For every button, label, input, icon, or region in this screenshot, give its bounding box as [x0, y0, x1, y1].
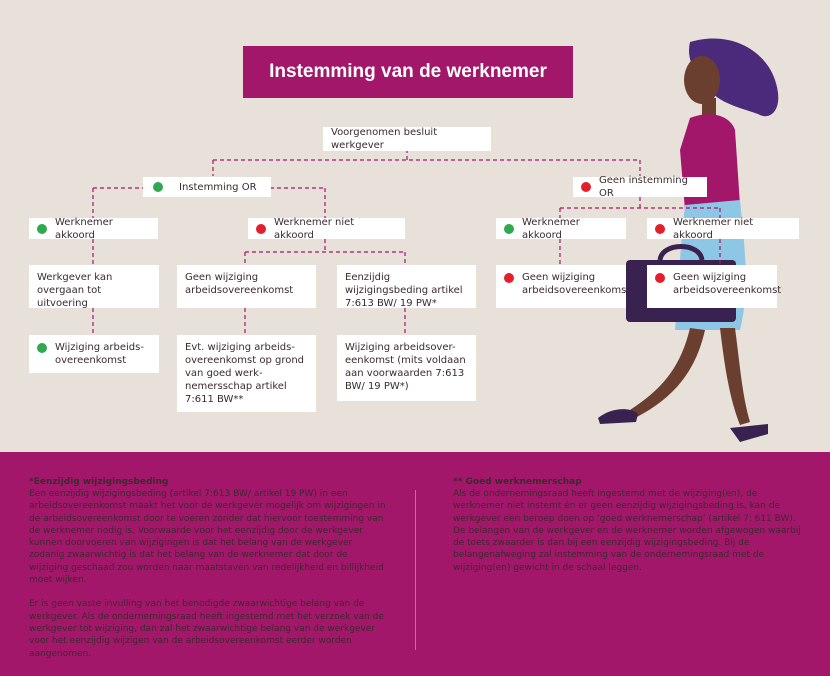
node-wijziging-ao-mits-label: Wijziging arbeidsover-eenkomst (mits voldaan aan voorwaarden 7:613 BW/ 19 PW*)	[345, 342, 466, 392]
status-green-icon	[37, 343, 47, 353]
node-geen-wijziging-1	[177, 265, 316, 308]
status-red-icon	[256, 224, 266, 234]
node-werknemer-akkoord-1	[29, 218, 158, 239]
node-wijziging-ao-label: Wijziging arbeids-overeenkomst	[55, 342, 144, 366]
note-goed-werknemerschap	[453, 476, 805, 574]
node-wijziging-ao-mits	[337, 335, 476, 401]
node-werknemer-akkoord-2-label: Werknemer akkoord	[522, 216, 580, 241]
node-eenzijdig-label: Eenzijdig wijzigingsbeding artikel 7:613 BW/ 19 PW*	[345, 272, 463, 309]
node-werknemer-niet-akkoord-1-label: Werknemer niet akkoord	[274, 216, 355, 241]
note-eenzijdig-p1: Een eenzijdig wijzigingsbeding (artikel 7:613 BW/ artikel 19 PW) in een arbeidsovereenkomst maakt het voor de werkgever mogelijk om wijzigingen in de arbeidsovereenkomst door te voeren zonder dat hiervoor toestemming van de werknemer nodig is. Voorwaarde voor het eenzijdig door de werkgever kunnen doorvoeren van wijzigingen is dat het belang van de werkgever zodanig zwaarwichtig is dat het belang van de werknemer dat door de wijziging geschaad zou worden naar maatstaven van redelijkheid en billijkheid moet wijken.	[29, 489, 386, 586]
node-werknemer-akkoord-1-label: Werknemer akkoord	[55, 216, 113, 241]
node-eenzijdig	[337, 265, 476, 308]
status-green-icon	[37, 224, 47, 234]
node-root	[323, 127, 491, 151]
node-wijziging-ao	[29, 335, 159, 373]
node-geen-wijziging-3-label: Geen wijziging arbeidsovereenkomst	[673, 272, 782, 296]
node-evt-wijziging	[177, 335, 316, 412]
status-green-icon	[504, 224, 514, 234]
status-red-icon	[581, 182, 591, 192]
node-instemming-or	[143, 177, 271, 197]
node-werknemer-niet-akkoord-1	[248, 218, 405, 239]
node-werknemer-niet-akkoord-2-label: Werknemer niet akkoord	[673, 216, 754, 241]
node-werkgever-kan-label: Werkgever kan overgaan tot uitvoering	[37, 272, 113, 309]
node-geen-wijziging-2-label: Geen wijziging arbeidsovereenkomst	[522, 272, 631, 296]
status-red-icon	[504, 273, 514, 283]
node-geen-wijziging-3	[647, 265, 782, 308]
node-geen-wijziging-1-label: Geen wijziging arbeidsovereenkomst	[185, 272, 294, 296]
page-title: Instemming van de werknemer	[243, 46, 573, 98]
node-evt-wijziging-label: Evt. wijziging arbeids-overeenkomst op grond van goed werk-nemersschap artikel 7:611 BW**	[185, 342, 305, 405]
status-green-icon	[153, 182, 163, 192]
node-instemming-or-label: Instemming OR	[179, 181, 257, 193]
status-red-icon	[655, 224, 665, 234]
note-eenzijdig-title: *Eenzijdig wijzigingsbeding	[29, 477, 169, 487]
node-geen-wijziging-2	[496, 265, 631, 308]
note-goed-werknemerschap-p1: Als de ondernemingsraad heeft ingestemd met de wijziging(en), de werknemer niet instemt én er geen eenzijdig wijzigingsbeding is, kan de werkgever een beroep doen op ‘goed werknemerschap’ (artikel 7: 611 BW). De belangen van de werkgever en de werknemer worden afgewogen waarbij de toets zwaarder is dan bij een eenzijdig wijzigingsbeding. Bij de belangenafweging zal instemming van de ondernemingsraad met de wijziging(en) gewicht in de schaal leggen.	[453, 489, 801, 573]
node-werknemer-akkoord-2	[496, 218, 626, 239]
notes-divider	[415, 490, 416, 650]
note-eenzijdig-p2: Er is geen vaste invulling van het benodigde zwaarwichtige belang van de werkgever. Als de ondernemingsraad heeft ingestemd met het verzoek van de werkgever tot wijziging, dan zal het zwaarwichtige belang van de werkgever voor het eenzijdig wijzigen van de arbeidsovereenkomst eerder worden aangenomen.	[29, 599, 384, 659]
note-eenzijdig	[29, 476, 389, 660]
node-root-label: Voorgenomen besluit werkgever	[331, 127, 438, 151]
node-werknemer-niet-akkoord-2	[647, 218, 799, 239]
status-red-icon	[655, 273, 665, 283]
node-geen-instemming-or	[573, 177, 707, 197]
note-goed-werknemerschap-title: ** Goed werknemerschap	[453, 477, 582, 487]
node-geen-instemming-or-label: Geen instemming OR	[599, 175, 688, 199]
node-werkgever-kan	[29, 265, 159, 308]
